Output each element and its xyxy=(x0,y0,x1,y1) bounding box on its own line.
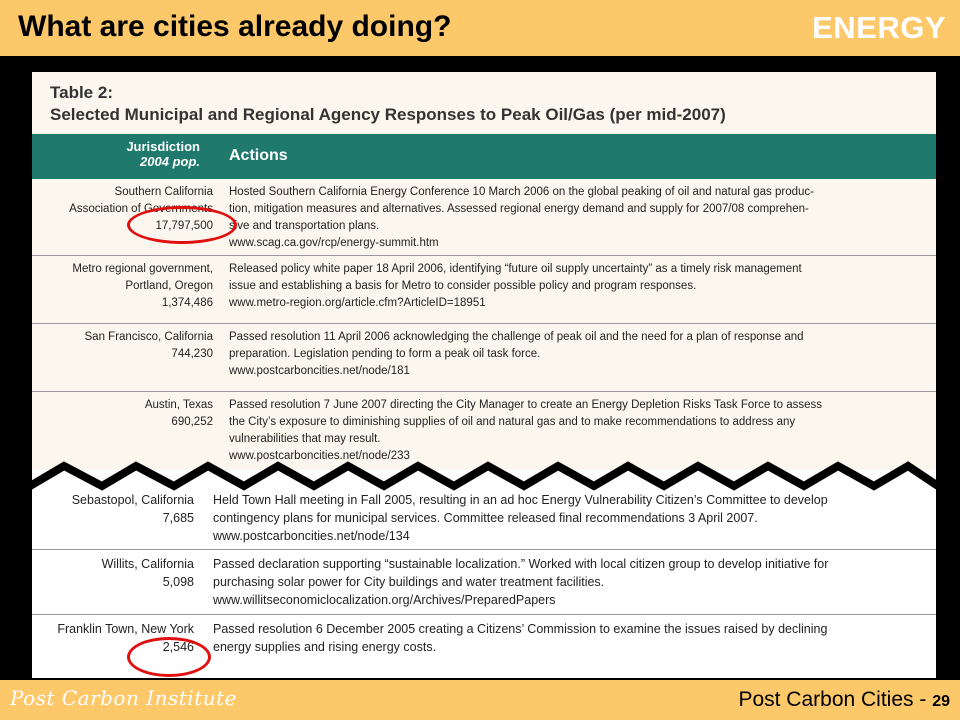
actions-cell xyxy=(229,329,929,380)
action-text: Passed resolution 6 December 2005 creating a Citizens’ Commission to examine the issues raised by declining xyxy=(213,622,828,636)
table-header xyxy=(32,134,936,179)
jurisdiction-name: Franklin Town, New York xyxy=(57,622,194,636)
action-text: sive and transportation plans. xyxy=(229,220,380,232)
actions-cell xyxy=(229,184,929,252)
action-text: the City’s exposure to diminishing supplies of oil and natural gas and to make recommendations to address any xyxy=(229,416,796,428)
actions-cell xyxy=(229,397,929,465)
jurisdiction-header-label: Jurisdiction xyxy=(126,139,200,154)
actions-cell xyxy=(229,261,929,312)
action-text: contingency plans for municipal services. Committee released final recommendations 3 April 2007. xyxy=(213,511,758,525)
jurisdiction-name: San Francisco, California xyxy=(84,331,213,343)
jurisdiction-cell xyxy=(32,329,213,363)
action-text: Passed declaration supporting “sustainable localization.” Worked with local citizen group to develop initiative for xyxy=(213,557,829,571)
slide-title: What are cities already doing? xyxy=(18,10,452,43)
action-text: energy supplies and rising energy costs. xyxy=(213,640,437,654)
action-text: purchasing solar power for City buildings and water treatment facilities. xyxy=(213,575,605,589)
jurisdiction-name: Sebastopol, California xyxy=(71,493,194,507)
slide-footer xyxy=(0,680,960,720)
action-url: www.metro-region.org/article.cfm?ArticleID=18951 xyxy=(229,297,486,309)
action-url: www.willitseconomiclocalization.org/Archives/PreparedPapers xyxy=(213,593,556,607)
action-text: tion, mitigation measures and alternatives. Assessed regional energy demand and supply for 2007/08 comprehen- xyxy=(229,203,809,215)
action-text: Released policy white paper 18 April 2006, identifying “future oil supply uncertainty” as a timely risk management xyxy=(229,263,802,275)
population-value: 744,230 xyxy=(171,348,213,360)
action-url: www.postcarboncities.net/node/181 xyxy=(229,365,410,377)
action-text: Passed resolution 11 April 2006 acknowledging the challenge of peak oil and the need for a plan of response and xyxy=(229,331,804,343)
footer-brand-logo: Post Carbon Institute xyxy=(10,686,237,710)
zigzag-break-line xyxy=(30,460,940,496)
actions-cell xyxy=(213,491,928,545)
action-url: www.postcarboncities.net/node/233 xyxy=(229,450,410,462)
table-caption-number: Table 2: xyxy=(50,83,113,102)
table-row xyxy=(32,256,936,324)
table-panel-top xyxy=(32,72,936,484)
action-text: Passed resolution 7 June 2007 directing the City Manager to create an Energy Depletion Risks Task Force to assess xyxy=(229,399,822,411)
table-caption-title: Selected Municipal and Regional Agency Responses to Peak Oil/Gas (per mid-2007) xyxy=(50,105,726,124)
population-value: 1,374,486 xyxy=(161,297,213,309)
jurisdiction-name: Portland, Oregon xyxy=(125,280,213,292)
jurisdiction-name: Willits, California xyxy=(101,557,194,571)
population-value: 2,546 xyxy=(162,640,194,654)
highlight-circle xyxy=(127,637,211,677)
jurisdiction-cell xyxy=(32,397,213,431)
section-label: ENERGY xyxy=(812,10,946,45)
table-row xyxy=(32,550,936,615)
action-text: preparation. Legislation pending to form a peak oil task force. xyxy=(229,348,541,360)
jurisdiction-column-header xyxy=(32,139,200,169)
jurisdiction-name: Association of Governments xyxy=(69,203,213,215)
jurisdiction-name: Austin, Texas xyxy=(144,399,213,411)
population-value: 690,252 xyxy=(171,416,213,428)
action-text: Hosted Southern California Energy Conference 10 March 2006 on the global peaking of oil and natural gas produc- xyxy=(229,186,814,198)
jurisdiction-cell xyxy=(32,555,194,591)
jurisdiction-cell xyxy=(32,261,213,312)
action-url: www.postcarboncities.net/node/134 xyxy=(213,529,410,543)
page-number: 29 xyxy=(932,693,950,710)
population-header-label: 2004 pop. xyxy=(140,154,200,169)
action-text: issue and establishing a basis for Metro to consider possible policy and program responses. xyxy=(229,280,697,292)
jurisdiction-name: Southern California xyxy=(114,186,213,198)
action-url: www.scag.ca.gov/rcp/energy-summit.htm xyxy=(229,237,439,249)
population-value: 7,685 xyxy=(162,511,194,525)
slide-header xyxy=(0,0,960,56)
table-row xyxy=(32,324,936,392)
jurisdiction-name: Metro regional government, xyxy=(72,263,213,275)
actions-cell xyxy=(213,620,928,656)
population-value: 5,098 xyxy=(162,575,194,589)
population-value: 17,797,500 xyxy=(155,220,213,232)
footer-page-info xyxy=(738,688,950,712)
action-text: vulnerabilities that may result. xyxy=(229,433,381,445)
table-caption xyxy=(50,82,726,126)
jurisdiction-cell xyxy=(32,491,194,527)
actions-cell xyxy=(213,555,928,609)
actions-column-header: Actions xyxy=(229,147,288,164)
footer-text: Post Carbon Cities - xyxy=(738,688,933,711)
highlight-circle xyxy=(127,206,237,244)
action-text: Held Town Hall meeting in Fall 2005, resulting in an ad hoc Energy Vulnerability Citizen’s Committee to develop xyxy=(213,493,828,507)
